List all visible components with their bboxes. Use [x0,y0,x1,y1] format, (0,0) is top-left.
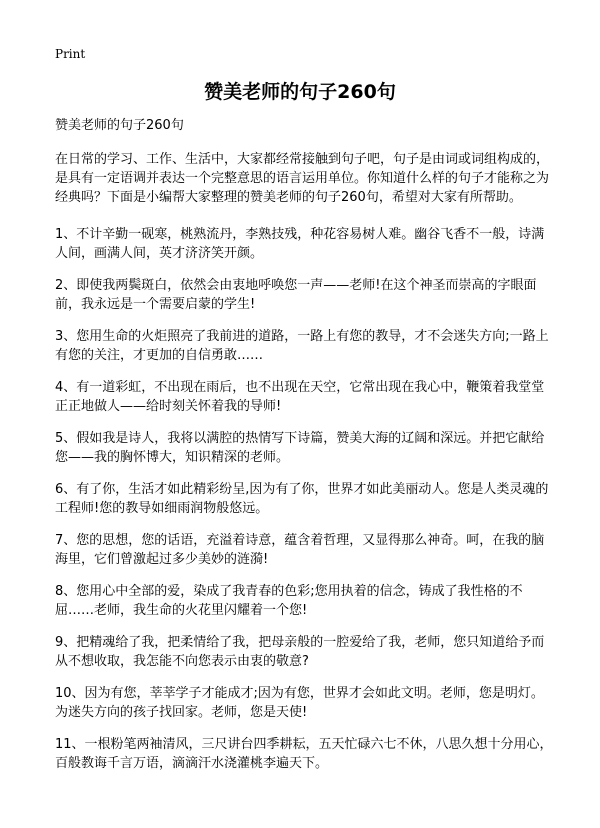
quote-item: 10、因为有您，莘莘学子才能成才;因为有您，世界才会如此文明。老师，您是明灯。为迷失方向的孩子找回家。老师，您是天使! [55,686,544,720]
quote-item: 3、您用生命的火炬照亮了我前进的道路，一路上有您的教导，才不会迷失方向;一路上有您的关注，才更加的自信勇敢…… [55,329,549,363]
quote-item: 4、有一道彩虹，不出现在雨后，也不出现在天空，它常出现在我心中，鞭策着我堂堂正正地做人——给时刻关怀着我的导师! [55,380,545,414]
quote-item: 11、一根粉笔两袖清风，三尺讲台四季耕耘，五天忙碌六七不休，八思久想十分用心，百般教诲千言万语，滴滴汗水浇灌桃李遍天下。 [55,737,553,771]
article-subtitle: 赞美老师的句子260句 [55,118,184,133]
quote-item: 1、不计辛勤一砚寒，桃熟流丹，李熟技残，种花容易树人难。幽谷飞香不一般，诗满人间，画满人间，英才济济笑开颜。 [55,227,545,261]
print-link[interactable]: Print [55,47,86,61]
quote-item: 7、您的思想，您的话语，充溢着诗意，蕴含着哲理，又显得那么神奇。呵，在我的脑海里，它们曾激起过多少美妙的涟漪! [55,533,545,567]
quote-item: 6、有了你，生活才如此精彩纷呈,因为有了你，世界才如此美丽动人。您是人类灵魂的工程师!您的教导如细雨润物般悠远。 [55,482,549,516]
quote-item: 8、您用心中全部的爱，染成了我青春的色彩;您用执着的信念，铸成了我性格的不屈……老师，我生命的火花里闪耀着一个您! [55,584,523,618]
quote-item: 5、假如我是诗人，我将以满腔的热情写下诗篇，赞美大海的辽阔和深远。并把它献给您——我的胸怀博大，知识精深的老师。 [55,431,545,465]
article-body [55,116,555,786]
intro-paragraph: 在日常的学习、工作、生活中，大家都经常接触到句子吧，句子是由词或词组构成的，是具有一定语调并表达一个完整意思的语言运用单位。你知道什么样的句子才能称之为经典吗？下面是小编帮大家整理的赞美老师的句子260句，希望对大家有所帮助。 [55,152,550,205]
page-title: 赞美老师的句子260句 [204,81,396,103]
quote-item: 2、即使我两鬓斑白，依然会由衷地呼唤您一声——老师!在这个神圣而崇高的字眼面前，我永远是一个需要启蒙的学生! [55,278,537,312]
quote-item: 9、把精魂给了我，把柔情给了我，把母亲般的一腔爱给了我，老师，您只知道给予而从不想收取，我怎能不向您表示由衷的敬意? [55,635,545,669]
